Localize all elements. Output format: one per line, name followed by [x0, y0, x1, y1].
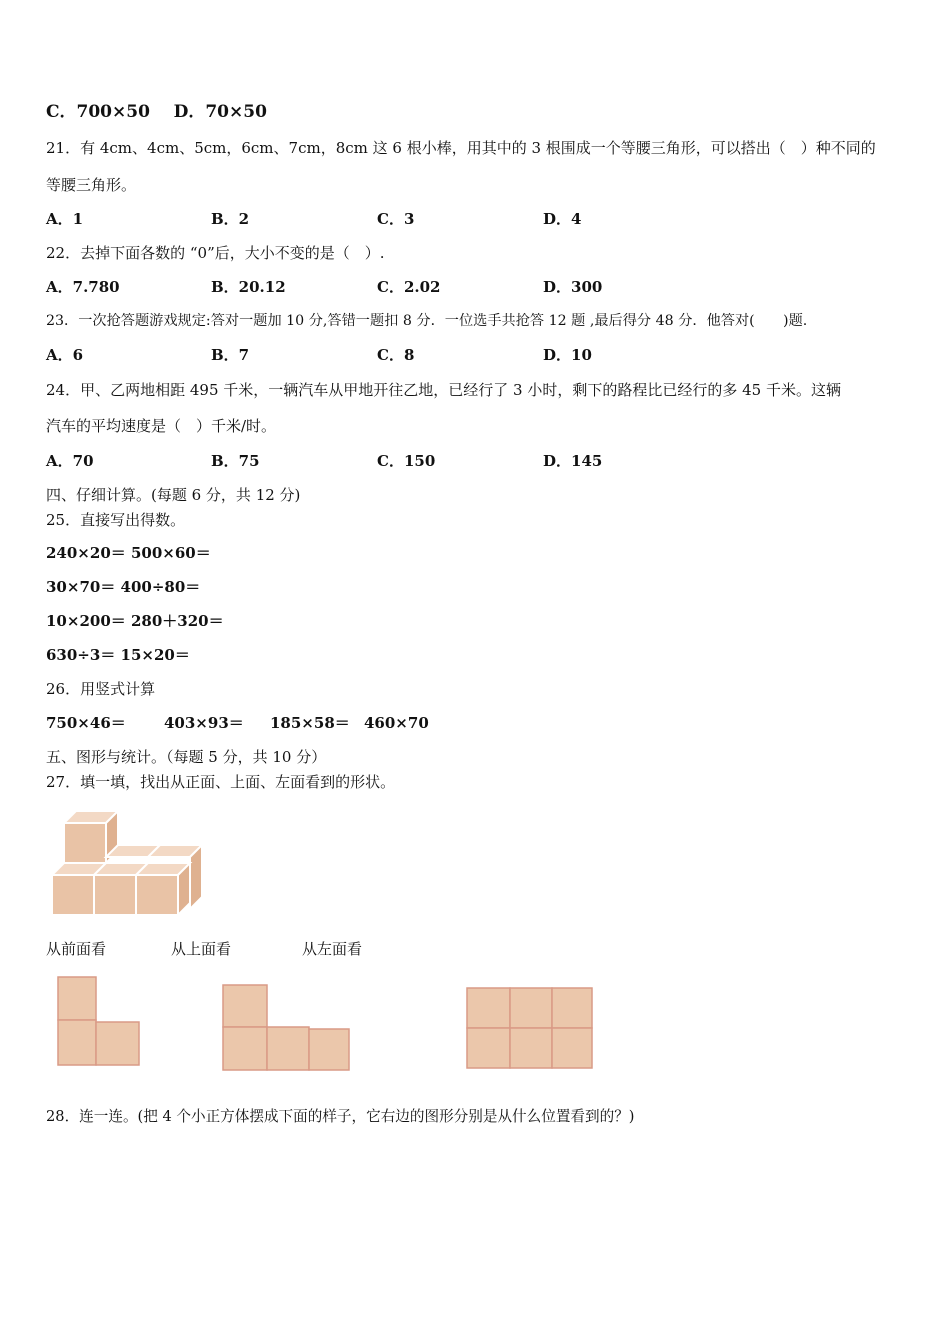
view-shape-left — [465, 986, 595, 1072]
q21-option-a: A．1 — [46, 210, 84, 228]
q23-option-b: B．7 — [211, 346, 250, 364]
q21-option-c: C．3 — [377, 210, 415, 228]
q21-text-line1: 21．有 4cm、4cm、5cm，6cm、7cm，8cm 这 6 根小棒，用其中的 3 根围成一个等腰三角形，可以搭出（ ）种不同的 — [46, 139, 876, 157]
q22-option-b: B．20.12 — [211, 278, 286, 296]
q25-row-3: 10×200＝ 280＋320＝ — [46, 612, 224, 630]
q24-text-line2: 汽车的平均速度是（ ）千米/时。 — [46, 417, 277, 435]
q28-title: 28．连一连。(把 4 个小正方体摆成下面的样子，它右边的图形分别是从什么位置看到的？) — [46, 1108, 635, 1125]
q23-option-a: A．6 — [46, 346, 84, 364]
view-shape-top — [221, 983, 353, 1073]
q24-option-d: D．145 — [543, 452, 603, 470]
q25-title: 25．直接写出得数。 — [46, 511, 186, 529]
q21-option-b: B．2 — [211, 210, 250, 228]
q25-row-4: 630÷3＝ 15×20＝ — [46, 646, 190, 664]
q20-options — [46, 102, 267, 122]
q26-item-2: 403×93＝ — [164, 714, 244, 732]
q22-option-c: C．2.02 — [377, 278, 441, 296]
q22-option-d: D．300 — [543, 278, 603, 296]
q21-text-line2: 等腰三角形。 — [46, 176, 137, 194]
view-label-front: 从前面看 — [46, 940, 107, 958]
q26-title: 26．用竖式计算 — [46, 680, 156, 698]
q22-option-a: A．7.780 — [46, 278, 120, 296]
q26-item-1: 750×46＝ — [46, 714, 126, 732]
q25-row-1: 240×20＝ 500×60＝ — [46, 544, 211, 562]
q20-option-c: C．700×50 — [46, 102, 150, 122]
q20-option-d: D．70×50 — [173, 102, 267, 122]
section4-title: 四、仔细计算。(每题 6 分，共 12 分) — [46, 486, 301, 504]
q24-text-line1: 24．甲、乙两地相距 495 千米，一辆汽车从甲地开往乙地，已经行了 3 小时，剩下的路程比已经行的多 45 千米。这辆 — [46, 381, 841, 399]
q25-row-2: 30×70＝ 400÷80＝ — [46, 578, 201, 596]
q21-option-d: D．4 — [543, 210, 582, 228]
q27-title: 27．填一填，找出从正面、上面、左面看到的形状。 — [46, 773, 396, 791]
section5-title: 五、图形与统计。（每题 5 分，共 10 分） — [46, 748, 327, 766]
q23-text: 23．一次抢答题游戏规定:答对一题加 10 分,答错一题扣 8 分．一位选手共抢答 12 题 ,最后得分 48 分．他答对( )题. — [46, 313, 808, 329]
q24-option-b: B．75 — [211, 452, 260, 470]
q22-text: 22．去掉下面各数的 “0”后，大小不变的是（ ）. — [46, 244, 385, 262]
view-label-left: 从左面看 — [302, 940, 363, 958]
view-label-top: 从上面看 — [171, 940, 232, 958]
q23-option-d: D．10 — [543, 346, 592, 364]
q27-cube-figure — [48, 805, 208, 917]
q24-option-a: A．70 — [46, 452, 94, 470]
view-shape-front — [55, 975, 143, 1070]
q23-option-c: C．8 — [377, 346, 415, 364]
cube-front-row — [52, 863, 190, 915]
q24-option-c: C．150 — [377, 452, 436, 470]
q26-item-3: 185×58＝ — [270, 714, 350, 732]
q26-item-4: 460×70 — [364, 714, 429, 732]
